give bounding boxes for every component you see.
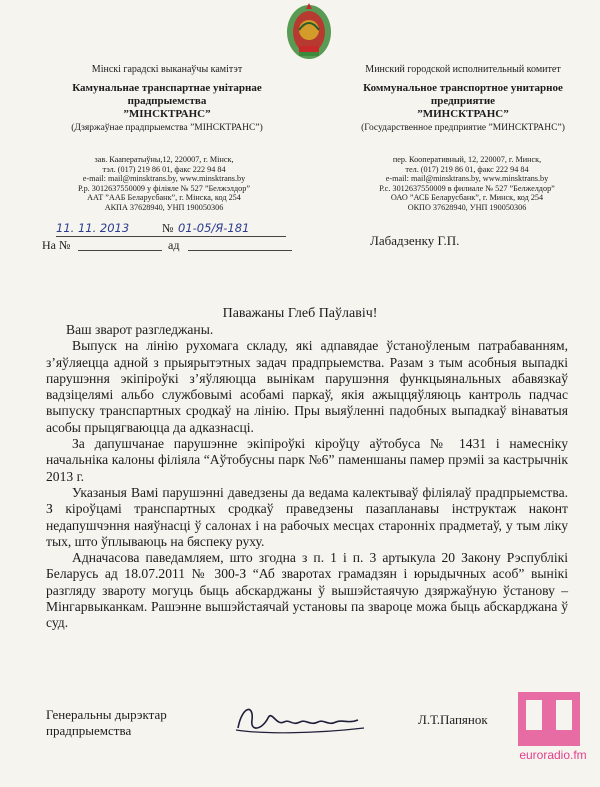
paragraph: Адначасова паведамляем, што згодна з п. 1 і п. 3 артыкула 20 Закону Рэспублікі Беларусь ад 18.07.2011 № 300-З “Аб зваротах грамадзян і юрыдычных асоб” вынікі разгляду звароту могуць быць абскарджаны ў вышэйстаячую дзяржаўную ўстанову – Мінгарвыканкам. Рашэнне вышэйстаячай установы па звароце можа быць абскарджана ў суд. bbox=[46, 550, 568, 631]
outgoing-date: 11. 11. 2013 bbox=[56, 221, 130, 235]
company-name-be-1: Камунальнае транспартнае унітарнае bbox=[72, 82, 262, 94]
company-name-be-2: прадпрыемства bbox=[127, 95, 207, 107]
city-committee-ru: Минский городской исполнительный комитет bbox=[365, 64, 561, 75]
address-line: e-mail: mail@minsktrans.by, www.minsktrans.by bbox=[82, 174, 246, 184]
company-name-ru-2: предприятие bbox=[430, 95, 496, 107]
ad-label: ад bbox=[168, 238, 180, 252]
address-line: пер. Кооперативный, 12, 220007, г. Минск, bbox=[392, 155, 542, 164]
address-line: Р.р. 3012637550009 у філіяле № 527 ”Белжэлдор” bbox=[78, 183, 250, 193]
registration-block bbox=[42, 222, 292, 252]
outgoing-number: 01-05/Я-181 bbox=[178, 221, 250, 235]
signatory-name: Л.Т.Папянок bbox=[418, 712, 488, 727]
company-name-be-3: ”МІНСКТРАНС” bbox=[123, 108, 211, 120]
na-label: На № bbox=[42, 238, 71, 252]
na-blank bbox=[78, 250, 162, 251]
header-left bbox=[42, 64, 292, 134]
address-line: ОКПО 37628940, УНП 190050306 bbox=[407, 202, 527, 212]
signatory-title-line2: прадпрыемства bbox=[46, 723, 132, 738]
handwritten-signature bbox=[232, 700, 372, 740]
paragraph: За дапушчанае парушэнне экіпіроўкі кіроўцу аўтобуса № 1431 і намесніку начальніка калоны філіяла “Аўтобусны парк №6” паменшаны памер прэміі за кастрычнік 2013 г. bbox=[46, 436, 568, 484]
euroradio-logo bbox=[506, 690, 600, 787]
address-line: тэл. (017) 219 86 01, факс 222 94 84 bbox=[102, 164, 226, 174]
paragraph: Указаныя Вамі парушэнні даведзены да ведама калектываў філіялаў прадпрыемства. З кіроўцамі транспартных сродкаў праведзены пазапланавы інструктаж наконт недапушчэння наяўнасці ў салонах і на рабочых месцах старонніх прадметаў, у тым ліку тых, што ўплываюць на бяспеку руху. bbox=[46, 484, 568, 549]
header-right bbox=[338, 64, 588, 134]
paragraph: Выпуск на лінію рухомага складу, які адпавядае ўстаноўленым патрабаванням, з’яўляецца адной з прыярытэтных задач прадпрыемства. Разам з тым асобныя выпадкі парушэння экіпіроўкі з’яўляюцца вынікам парушэння функцыянальных абавязкаў вадзіцелямі альбо службовымі асобамі паркаў, якія ажыццяўляюць кантроль падчас выпуску транспартных сродкаў на лінію. Пры выяўленні падобных выпадкаў вінаватыя асобы прыцягваюцца да адказнасці. bbox=[46, 338, 568, 435]
ad-blank bbox=[188, 250, 292, 251]
address-block-ru bbox=[360, 155, 574, 213]
address-line: e-mail: mail@minsktrans.by, www.minsktrans.by bbox=[385, 174, 549, 184]
state-enterprise-be: (Дзяржаўнае прадпрыемства ”МІНСКТРАНС”) bbox=[71, 123, 263, 133]
address-line: Р.с. 3012637550009 в филиале № 527 ”Белжелдор” bbox=[379, 183, 555, 193]
address-line: ОАО ”АСБ Беларусбанк”, г. Минск, код 254 bbox=[390, 193, 544, 203]
paragraph: Ваш зварот разгледжаны. bbox=[66, 322, 214, 337]
company-name-ru-3: ”МИНСКТРАНС” bbox=[417, 108, 509, 120]
addressee: Лабадзенку Г.П. bbox=[370, 233, 460, 248]
company-name-ru-1: Коммунальное транспортное унитарное bbox=[363, 82, 563, 94]
address-line: зав. Кааператыўны,12, 220007, г. Мінск, bbox=[94, 155, 234, 164]
signatory-title bbox=[46, 707, 167, 739]
address-line: АКПА 37628940, УНП 190050306 bbox=[104, 202, 224, 212]
letter-body bbox=[46, 322, 568, 632]
state-enterprise-ru: (Государственное предприятие ”МИНСКТРАНС”) bbox=[361, 123, 565, 133]
number-sign: № bbox=[162, 221, 174, 235]
state-emblem-icon bbox=[285, 2, 333, 62]
watermark-text: euroradio.fm bbox=[519, 748, 587, 762]
address-line: тел. (017) 219 86 01, факс 222 94 84 bbox=[405, 164, 529, 174]
address-block-be bbox=[50, 155, 278, 213]
signatory-title-line1: Генеральны дырэктар bbox=[46, 707, 167, 722]
city-committee-be: Мінскі гарадскі выканаўчы камітэт bbox=[91, 64, 243, 75]
outgoing-reg-line bbox=[56, 222, 286, 237]
address-line: ААТ ”ААБ Беларусбанк”, г. Мінска, код 254 bbox=[87, 193, 241, 203]
salutation: Паважаны Глеб Паўлавіч! bbox=[222, 306, 378, 321]
euroradio-logo-icon bbox=[518, 692, 580, 746]
